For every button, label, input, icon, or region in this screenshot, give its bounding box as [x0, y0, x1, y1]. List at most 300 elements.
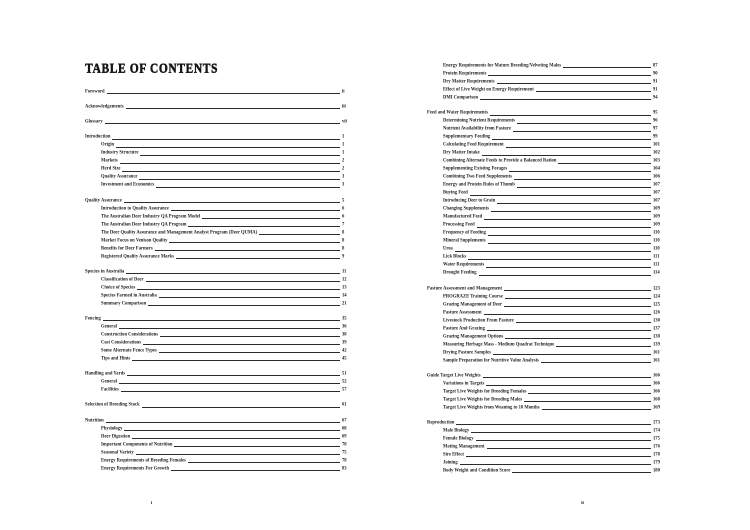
toc-leader-line — [202, 218, 340, 219]
toc-entry-page-number: 111 — [653, 261, 660, 268]
toc-entry-page-number: 42 — [342, 346, 347, 353]
toc-entry-page-number: 70 — [342, 440, 347, 447]
toc-entry-label: Introduction to Quality Assurance — [101, 204, 169, 211]
toc-entry-page-number: 1 — [342, 133, 345, 140]
toc-entry-label: Market Focus on Venison Quality — [101, 236, 168, 243]
toc-entry-page-number: 99 — [653, 133, 658, 140]
toc-entry[interactable] — [427, 108, 664, 118]
toc-entry-page-number: 107 — [653, 181, 660, 188]
toc-entry-page-number: 51 — [342, 370, 347, 377]
toc-entry[interactable] — [85, 212, 353, 220]
toc-leader-line — [119, 383, 340, 384]
toc-entry[interactable] — [427, 451, 664, 459]
toc-leader-line — [456, 424, 651, 425]
toc-leader-line — [107, 93, 340, 94]
toc-entry-page-number: 130 — [653, 316, 660, 323]
toc-leader-line — [517, 123, 651, 124]
toc-leader-line — [124, 202, 340, 203]
toc-entry-label: Herd Size — [101, 165, 121, 172]
toc-leader-line — [121, 391, 340, 392]
toc-entry[interactable] — [85, 116, 353, 126]
toc-leader-line — [188, 462, 340, 463]
toc-entry[interactable] — [427, 324, 664, 332]
toc-entry[interactable] — [85, 244, 353, 252]
toc-leader-line — [103, 320, 340, 321]
toc-entry-label: Feed and Water Requirements — [427, 109, 488, 116]
toc-entry-page-number: 61 — [342, 401, 347, 408]
toc-leader-line — [120, 163, 340, 164]
toc-entry-label: Combining Alternate Feeds to Provide a Balanced Ration — [443, 157, 557, 164]
toc-leader-line — [558, 163, 651, 164]
toc-leader-line — [509, 171, 651, 172]
toc-entry-page-number: ii — [342, 87, 345, 94]
toc-entry-page-number: 126 — [653, 308, 660, 315]
toc-entry-label: Joining — [443, 458, 458, 465]
toc-leader-line — [528, 393, 651, 394]
toc-entry-page-number: 75 — [342, 448, 347, 455]
toc-entry[interactable] — [427, 467, 664, 475]
toc-entry-page-number: 166 — [653, 371, 660, 378]
toc-entry-page-number: 173 — [653, 418, 660, 425]
toc-leader-line — [514, 179, 651, 180]
toc-entry-label: Water Requirements — [443, 261, 485, 268]
toc-entry-label: Markets — [101, 157, 118, 164]
toc-entry-page-number: 103 — [653, 157, 660, 164]
toc-entry-page-number: 94 — [653, 94, 658, 101]
toc-entry-label: PROGRAZE Training Course — [443, 292, 503, 299]
toc-entry-page-number: 96 — [653, 117, 658, 124]
toc-entry-page-number: 83 — [342, 464, 347, 471]
toc-entry-page-number: 107 — [653, 189, 660, 196]
folio-right: ii — [581, 501, 584, 506]
toc-entry-page-number: 125 — [653, 300, 660, 307]
toc-leader-line — [139, 179, 340, 180]
toc-entry[interactable] — [427, 269, 664, 277]
toc-entry[interactable] — [427, 443, 664, 451]
toc-entry-page-number: 87 — [653, 62, 658, 69]
toc-leader-line — [512, 472, 651, 473]
toc-leader-line — [146, 281, 340, 282]
toc-entry-page-number: 9 — [342, 252, 345, 259]
toc-leader-line — [479, 275, 651, 276]
toc-entry-page-number: 3 — [342, 173, 345, 180]
toc-entry-page-number: 109 — [653, 213, 660, 220]
toc-leader-line — [132, 438, 340, 439]
toc-entry[interactable] — [85, 339, 353, 347]
toc-entry-page-number: 3 — [342, 181, 345, 188]
toc-leader-line — [156, 187, 340, 188]
toc-entry-label: Pasture And Grazing — [443, 324, 485, 331]
toc-entry[interactable] — [85, 204, 353, 212]
toc-entry[interactable] — [85, 415, 353, 425]
toc-entry-label: DMI Comparison — [443, 93, 479, 101]
toc-entry[interactable] — [85, 284, 353, 292]
toc-entry[interactable] — [427, 396, 664, 404]
toc-entry[interactable] — [427, 356, 664, 364]
toc-entry-label: General — [101, 322, 117, 329]
toc-entry[interactable] — [85, 101, 353, 111]
toc-entry-page-number: 69 — [342, 432, 347, 439]
toc-entry-label: Important Components of Nutrition — [101, 440, 173, 447]
toc-entry-page-number: 174 — [653, 426, 660, 433]
toc-entry-label: Registered Quality Assurance Marks — [101, 252, 174, 259]
toc-entry-page-number: 138 — [653, 332, 660, 339]
toc-entry-label: General — [101, 377, 117, 384]
toc-leader-line — [491, 211, 651, 212]
toc-entry[interactable] — [427, 237, 664, 245]
toc-entry[interactable] — [427, 435, 664, 443]
toc-entry[interactable] — [85, 368, 353, 378]
toc-entry-label: Male Biology — [443, 426, 470, 433]
toc-entry[interactable] — [85, 347, 353, 355]
toc-leader-line — [484, 314, 651, 315]
toc-entry[interactable] — [85, 236, 353, 244]
toc-entry-page-number: 110 — [653, 229, 660, 236]
toc-leader-line — [171, 210, 340, 211]
toc-entry[interactable] — [85, 432, 353, 440]
toc-entry[interactable] — [85, 456, 353, 464]
toc-entry-page-number: 166 — [653, 379, 660, 386]
toc-leader-line — [119, 328, 340, 329]
toc-entry[interactable] — [85, 331, 353, 339]
toc-leader-line — [124, 430, 340, 431]
toc-entry-page-number: 90 — [653, 70, 658, 77]
toc-entry-label: Grazing Management Options — [443, 332, 504, 339]
toc-entry-page-number: 12 — [342, 275, 347, 282]
toc-leader-line — [497, 83, 651, 84]
toc-entry[interactable] — [427, 300, 664, 308]
toc-entry-label: Tips and Hints — [101, 354, 131, 361]
toc-entry[interactable] — [85, 313, 353, 323]
toc-entry-label: Selection of Breeding Stock — [85, 401, 140, 408]
toc-entry-page-number: 123 — [653, 284, 660, 291]
toc-leader-line — [148, 305, 340, 306]
toc-entry-label: Fencing — [85, 314, 101, 321]
toc-entry-label: Drought Feeding — [443, 269, 477, 276]
toc-entry[interactable] — [85, 86, 353, 96]
toc-entry-label: Supplementing Existing Forages — [443, 165, 508, 172]
toc-entry-label: Energy and Protein Rules of Thumb — [443, 181, 515, 188]
toc-leader-line — [486, 385, 651, 386]
toc-leader-line — [142, 407, 340, 408]
toc-entry-page-number: 107 — [653, 197, 660, 204]
toc-leader-line — [140, 155, 340, 156]
toc-entry-label: Energy Requirements of Breeding Females — [101, 456, 186, 463]
toc-entry-page-number: 137 — [653, 324, 660, 331]
toc-entry-label: Cost Considerations — [101, 338, 142, 345]
toc-page-right-content — [375, 0, 750, 530]
toc-leader-line — [480, 99, 651, 100]
toc-entry-label: Changing Supplements — [443, 205, 489, 212]
toc-entry-label: Construction Considerations — [101, 330, 159, 337]
toc-entry-page-number: 57 — [342, 386, 347, 393]
toc-entry-label: Guide Target Live Weights — [427, 371, 481, 378]
toc-entry-label: Investment and Economics — [101, 181, 155, 188]
toc-leader-line — [136, 454, 340, 455]
toc-entry-label: Species Farmed in Australia — [101, 291, 157, 298]
toc-entry-page-number: 91 — [653, 86, 658, 93]
toc-leader-line — [471, 432, 651, 433]
toc-entry[interactable] — [85, 400, 353, 410]
toc-entry[interactable] — [427, 380, 664, 388]
toc-entry-label: Supplementary Feeding — [443, 133, 491, 140]
toc-leader-line — [487, 448, 651, 449]
toc-entry-page-number: 124 — [653, 292, 660, 299]
toc-entry[interactable] — [85, 157, 353, 165]
toc-entry[interactable] — [427, 404, 664, 412]
toc-entry[interactable] — [85, 440, 353, 448]
toc-leader-line — [488, 75, 651, 76]
toc-leader-line — [468, 259, 651, 260]
toc-leader-line — [484, 219, 651, 220]
toc-entry-page-number: 8 — [342, 228, 345, 235]
toc-entry[interactable] — [85, 181, 353, 189]
toc-entry-label: Pasture Assessment — [443, 308, 482, 315]
toc-entry-page-number: 5 — [342, 196, 345, 203]
toc-leader-line — [126, 108, 340, 109]
toc-entry-label: Calculating Feed Requirement — [443, 141, 504, 148]
toc-entry-label: Energy Requirements For Growth — [101, 464, 170, 471]
toc-entry-label: Drying Pasture Samples — [443, 348, 491, 355]
toc-leader-line — [105, 123, 340, 124]
toc-entry-label: Introducing Deer to Grain — [443, 197, 496, 204]
page-title: TABLE OF CONTENTS — [85, 62, 218, 77]
toc-entry-label: Benefits for Deer Farmers — [101, 244, 153, 251]
toc-entry-page-number: 2 — [342, 157, 345, 164]
toc-entry[interactable] — [427, 340, 664, 348]
toc-leader-line — [506, 147, 651, 148]
toc-leader-line — [493, 354, 651, 355]
toc-entry-page-number: 6 — [342, 212, 345, 219]
toc-entry-label: Industry Structure — [101, 149, 139, 156]
toc-entry-label: Mineral Supplements — [443, 237, 486, 244]
toc-entry[interactable] — [85, 448, 353, 456]
toc-entry-label: Livestock Production From Pasture — [443, 316, 514, 323]
toc-entry-page-number: 179 — [653, 458, 660, 465]
toc-entry-page-number: 14 — [342, 291, 347, 298]
toc-entry-label: Pasture Assessment and Management — [427, 284, 503, 291]
toc-entry-label: Classification of Deer — [101, 275, 144, 282]
toc-list-right — [427, 62, 664, 475]
toc-entry[interactable] — [427, 427, 664, 435]
toc-entry-page-number: 68 — [342, 424, 347, 431]
toc-entry-label: Species in Australia — [85, 267, 125, 274]
toc-leader-line — [497, 203, 651, 204]
folio-left: i — [150, 501, 153, 506]
toc-entry-label: Effect of Live Weight on Energy Requirement — [443, 85, 534, 93]
toc-leader-line — [492, 139, 651, 140]
toc-entry[interactable] — [427, 388, 664, 396]
toc-entry-page-number: 1 — [342, 149, 345, 156]
toc-leader-line — [169, 242, 340, 243]
toc-entry-label: Dry Matter Intake — [443, 149, 480, 156]
toc-entry-page-number: 36 — [342, 322, 347, 329]
toc-leader-line — [488, 235, 651, 236]
toc-entry-label: Nutrition — [85, 416, 104, 423]
toc-entry[interactable] — [85, 149, 353, 157]
toc-entry-label: Quality Assurance — [85, 196, 122, 203]
toc-entry-label: Mating Management — [443, 442, 485, 449]
toc-leader-line — [466, 456, 651, 457]
toc-entry-page-number: 104 — [653, 165, 660, 172]
toc-entry[interactable] — [427, 283, 664, 293]
toc-leader-line — [155, 250, 340, 251]
toc-entry-page-number: 78 — [342, 456, 347, 463]
toc-entry[interactable] — [85, 378, 353, 386]
toc-entry-label: Quality Assurance — [101, 173, 138, 180]
toc-leader-line — [517, 187, 651, 188]
toc-entry-label: Nutrient Availability from Pasture — [443, 125, 511, 132]
toc-entry[interactable] — [85, 424, 353, 432]
toc-entry-page-number: 180 — [653, 466, 660, 473]
toc-entry-page-number: vii — [342, 118, 347, 125]
toc-entry-label: Handling and Yards — [85, 369, 126, 376]
toc-leader-line — [541, 362, 651, 363]
toc-leader-line — [476, 440, 651, 441]
toc-entry-page-number: 168 — [653, 395, 660, 402]
toc-entry-page-number: 169 — [653, 403, 660, 410]
toc-leader-line — [504, 290, 651, 291]
toc-entry[interactable] — [85, 300, 353, 308]
toc-entry-page-number: 114 — [653, 269, 660, 276]
toc-entry-page-number: 45 — [342, 354, 347, 361]
toc-entry[interactable] — [85, 252, 353, 260]
toc-entry[interactable] — [85, 323, 353, 331]
toc-entry[interactable] — [85, 266, 353, 276]
toc-entry[interactable] — [85, 132, 353, 142]
toc-entry[interactable] — [427, 459, 664, 467]
toc-entry-page-number: 139 — [653, 340, 660, 347]
toc-entry-page-number: 175 — [653, 434, 660, 441]
toc-entry-label: Grazing Management of Deer — [443, 300, 503, 307]
toc-leader-line — [486, 267, 651, 268]
toc-page-right — [375, 0, 750, 530]
toc-entry-label: Measuring Herbage Mass - Medium Quadrat Technique — [443, 340, 555, 347]
toc-leader-line — [505, 298, 651, 299]
toc-leader-line — [470, 195, 651, 196]
toc-entry-page-number: 110 — [653, 245, 660, 252]
toc-leader-line — [126, 273, 340, 274]
toc-entry-label: Sire Effect — [443, 450, 464, 457]
toc-entry-label: Processing Feed — [443, 221, 475, 228]
toc-leader-line — [477, 227, 651, 228]
toc-entry-label: Buying Feed — [443, 189, 468, 196]
toc-leader-line — [132, 360, 340, 361]
toc-entry-page-number: 35 — [342, 314, 347, 321]
toc-entry-page-number: 109 — [653, 205, 660, 212]
toc-entry-page-number: 111 — [653, 253, 660, 260]
toc-entry-page-number: 106 — [653, 173, 660, 180]
toc-entry-label: Choice of Species — [101, 283, 136, 290]
toc-leader-line — [127, 375, 340, 376]
toc-entry-page-number: 178 — [653, 450, 660, 457]
toc-entry-page-number: 6 — [342, 204, 345, 211]
toc-entry-label: Sample Preparation for Nutritive Value Analysis — [443, 356, 539, 363]
toc-leader-line — [483, 377, 651, 378]
toc-leader-line — [106, 422, 340, 423]
toc-entry-page-number: 91 — [653, 78, 658, 85]
toc-leader-line — [171, 470, 340, 471]
toc-leader-line — [505, 338, 651, 339]
toc-entry-label: Female Biology — [443, 434, 474, 441]
toc-entry-label: Energy Requirements for Mature Breeding/Velveting Males — [443, 61, 562, 69]
toc-leader-line — [159, 352, 340, 353]
toc-entry-label: Lick Blocks — [443, 253, 467, 260]
toc-leader-line — [513, 131, 651, 132]
toc-entry-label: Body Weight and Condition Score — [443, 466, 511, 473]
toc-entry-page-number: 110 — [653, 237, 660, 244]
toc-entry-label: Variations in Targets — [443, 379, 485, 386]
toc-entry[interactable] — [85, 220, 353, 228]
toc-leader-line — [490, 115, 651, 116]
toc-entry-label: Acknowledgements — [85, 102, 124, 109]
toc-entry-label: Reproduction — [427, 418, 455, 425]
toc-entry[interactable] — [85, 355, 353, 363]
toc-leader-line — [159, 297, 340, 298]
toc-entry-page-number: 21 — [342, 299, 347, 306]
toc-entry-label: Deer Digestion — [101, 432, 131, 439]
toc-entry-page-number: 161 — [653, 356, 660, 363]
toc-entry[interactable] — [85, 386, 353, 394]
toc-entry[interactable] — [85, 464, 353, 472]
toc-entry[interactable] — [427, 292, 664, 300]
toc-leader-line — [112, 139, 340, 140]
toc-leader-line — [542, 409, 651, 410]
toc-entry-label: The Australian Deer Industry QA Program Model — [101, 212, 201, 219]
toc-entry-label: Frequency of Feeding — [443, 229, 486, 236]
toc-entry-page-number: 11 — [342, 267, 347, 274]
toc-leader-line — [536, 91, 651, 92]
toc-leader-line — [174, 446, 340, 447]
toc-entry[interactable] — [427, 417, 664, 427]
toc-leader-line — [488, 243, 651, 244]
toc-entry-label: Target Live Weights for Breeding Females — [443, 387, 527, 394]
toc-entry-page-number: 1 — [342, 141, 345, 148]
toc-entry-page-number: 2 — [342, 165, 345, 172]
toc-entry-label: The Deer Quality Assurance and Management Analyst Program (Deer QUMA) — [101, 228, 258, 235]
toc-entry-label: Facilities — [101, 385, 119, 392]
toc-entry-label: Combining Two Feed Supplements — [443, 173, 512, 180]
toc-leader-line — [160, 336, 340, 337]
toc-leader-line — [556, 346, 651, 347]
toc-entry-label: Target Live Weights for Breeding Males — [443, 395, 523, 402]
toc-entry[interactable] — [85, 292, 353, 300]
toc-entry[interactable] — [85, 276, 353, 284]
toc-entry[interactable] — [85, 228, 353, 236]
toc-entry-label: Some Alternate Fence Types — [101, 346, 157, 353]
toc-leader-line — [176, 258, 340, 259]
toc-entry[interactable] — [427, 332, 664, 340]
toc-entry-page-number: 101 — [653, 141, 660, 148]
toc-entry-label: Target Live Weights from Weaning to 18 Months — [443, 403, 540, 410]
toc-entry-page-number: 67 — [342, 416, 347, 423]
toc-entry-label: Urea — [443, 245, 453, 252]
toc-entry-label: Determining Nutrient Requirements — [443, 117, 516, 124]
toc-entry-label: Physiology — [101, 424, 123, 431]
toc-entry-page-number: iii — [342, 102, 346, 109]
toc-entry[interactable] — [427, 94, 664, 102]
toc-entry-label: Summary Comparison — [101, 299, 147, 306]
toc-entry-label: Origin — [101, 141, 115, 148]
toc-entry-page-number: 52 — [342, 378, 347, 385]
toc-entry[interactable] — [427, 308, 664, 316]
toc-entry[interactable] — [427, 370, 664, 380]
toc-entry[interactable] — [85, 195, 353, 205]
toc-entry-page-number: 8 — [342, 244, 345, 251]
toc-entry[interactable] — [427, 348, 664, 356]
toc-entry[interactable] — [427, 316, 664, 324]
toc-leader-line — [188, 226, 340, 227]
